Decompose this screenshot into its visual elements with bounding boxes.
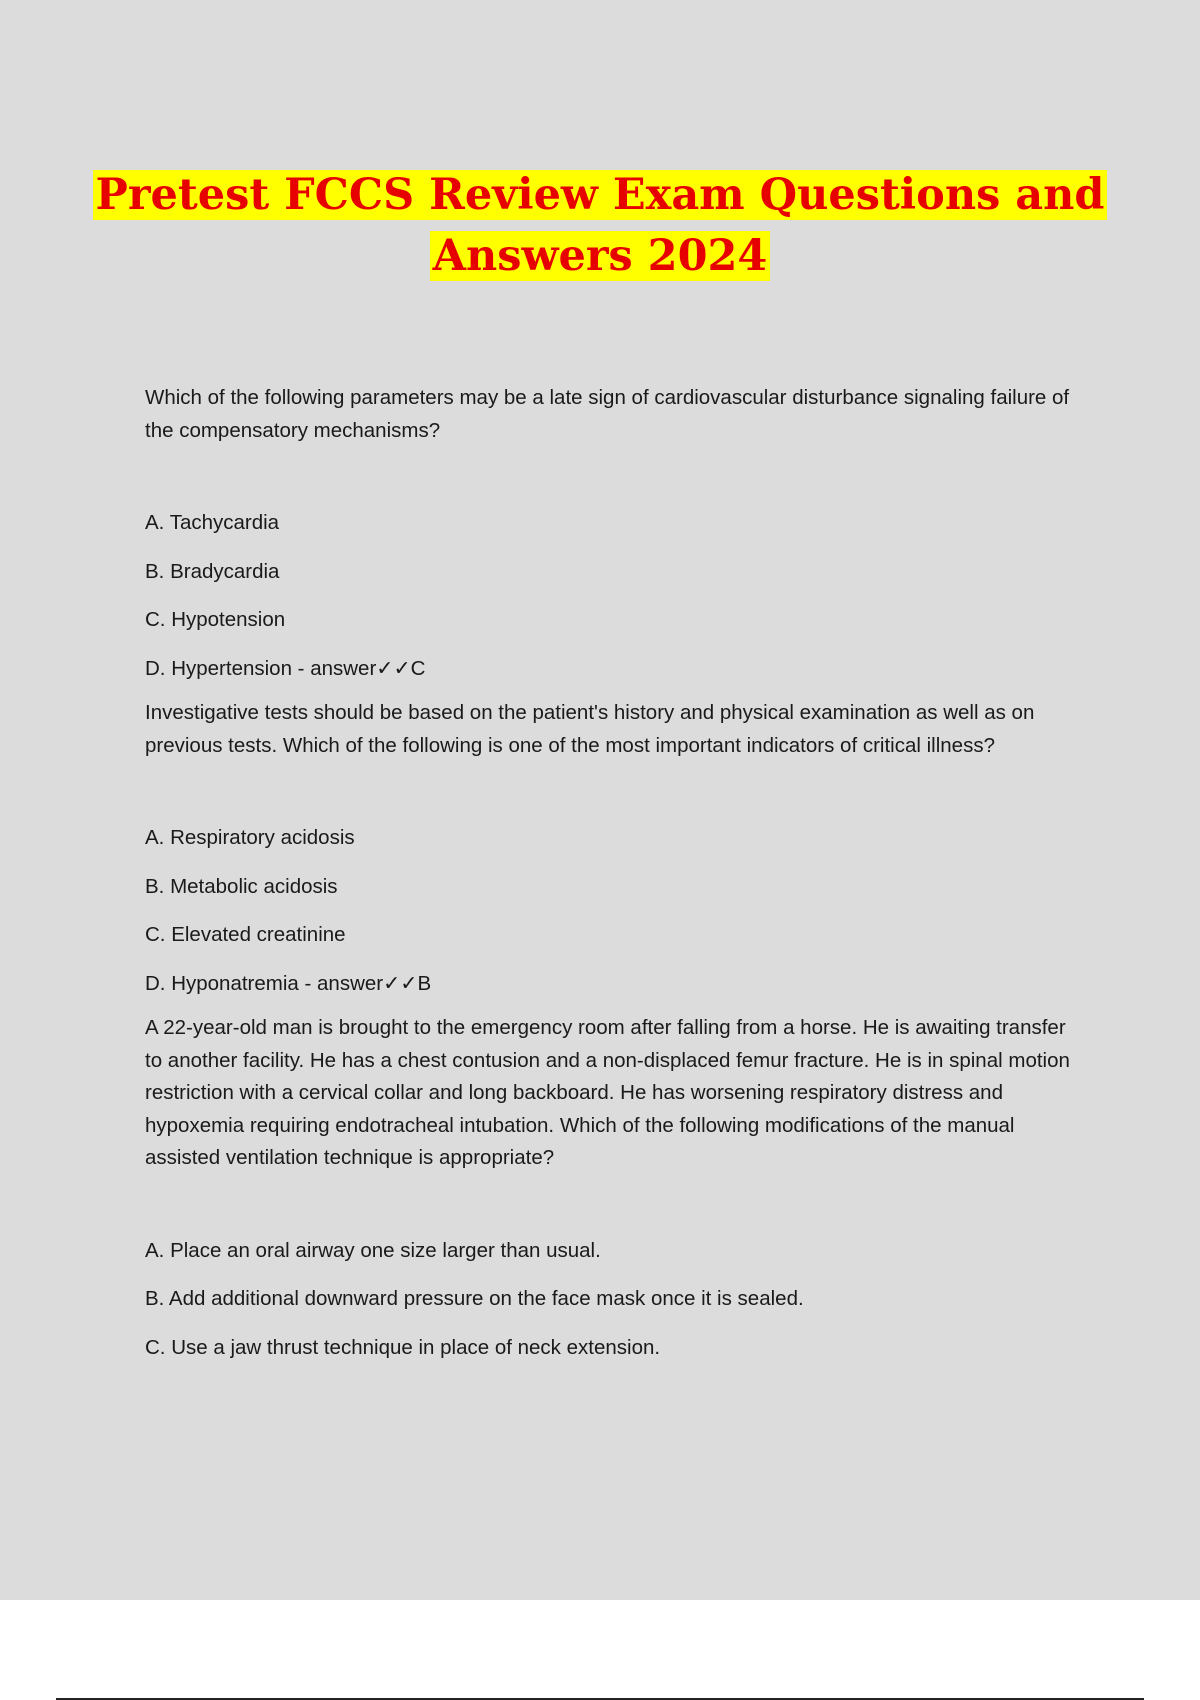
question-2-option-b: B. Metabolic acidosis — [145, 874, 338, 898]
question-2-option-d-answer: D. Hyponatremia - answer✓✓B — [145, 971, 432, 995]
question-2-option-c: C. Elevated creatinine — [145, 923, 346, 946]
title-line-2: Answers 2024 — [430, 231, 771, 281]
question-1-text: Which of the following parameters may be a late sign of cardiovascular disturbance signaling failure of the compensatory mechanisms? — [145, 386, 1070, 442]
question-1-option-c: C. Hypotension — [145, 608, 286, 631]
question-3-option-c: C. Use a jaw thrust technique in place of neck extension. — [145, 1335, 661, 1359]
question-1-option-d-answer: D. Hypertension - answer✓✓C — [145, 656, 426, 680]
question-3-option-a: A. Place an oral airway one size larger than usual. — [145, 1238, 601, 1262]
document-title — [0, 165, 1200, 287]
question-1-option-a: A. Tachycardia — [145, 511, 280, 534]
question-3-option-b: B. Add additional downward pressure on the face mask once it is sealed. — [145, 1287, 804, 1310]
title-line-1: Pretest FCCS Review Exam Questions and — [93, 170, 1108, 220]
question-2-text: Investigative tests should be based on the patient's history and physical examination as well as on previous tests. Which of the following is one of the most important indicators of critical illness? — [145, 701, 1035, 757]
document-body — [145, 382, 1085, 1380]
question-2-option-a: A. Respiratory acidosis — [145, 826, 355, 849]
question-1-option-b: B. Bradycardia — [145, 559, 280, 583]
next-page-strip — [0, 1600, 1200, 1700]
question-3-text: A 22-year-old man is brought to the emergency room after falling from a horse. He is awaiting transfer to another facility. He has a chest contusion and a non-displaced femur fracture. He is in spinal motion restriction with a cervical collar and long backboard. He has worsening respiratory distress and hypoxemia requiring endotracheal intubation. Which of the following modifications of the manual assisted ventilation technique is appropriate? — [145, 1016, 1070, 1169]
